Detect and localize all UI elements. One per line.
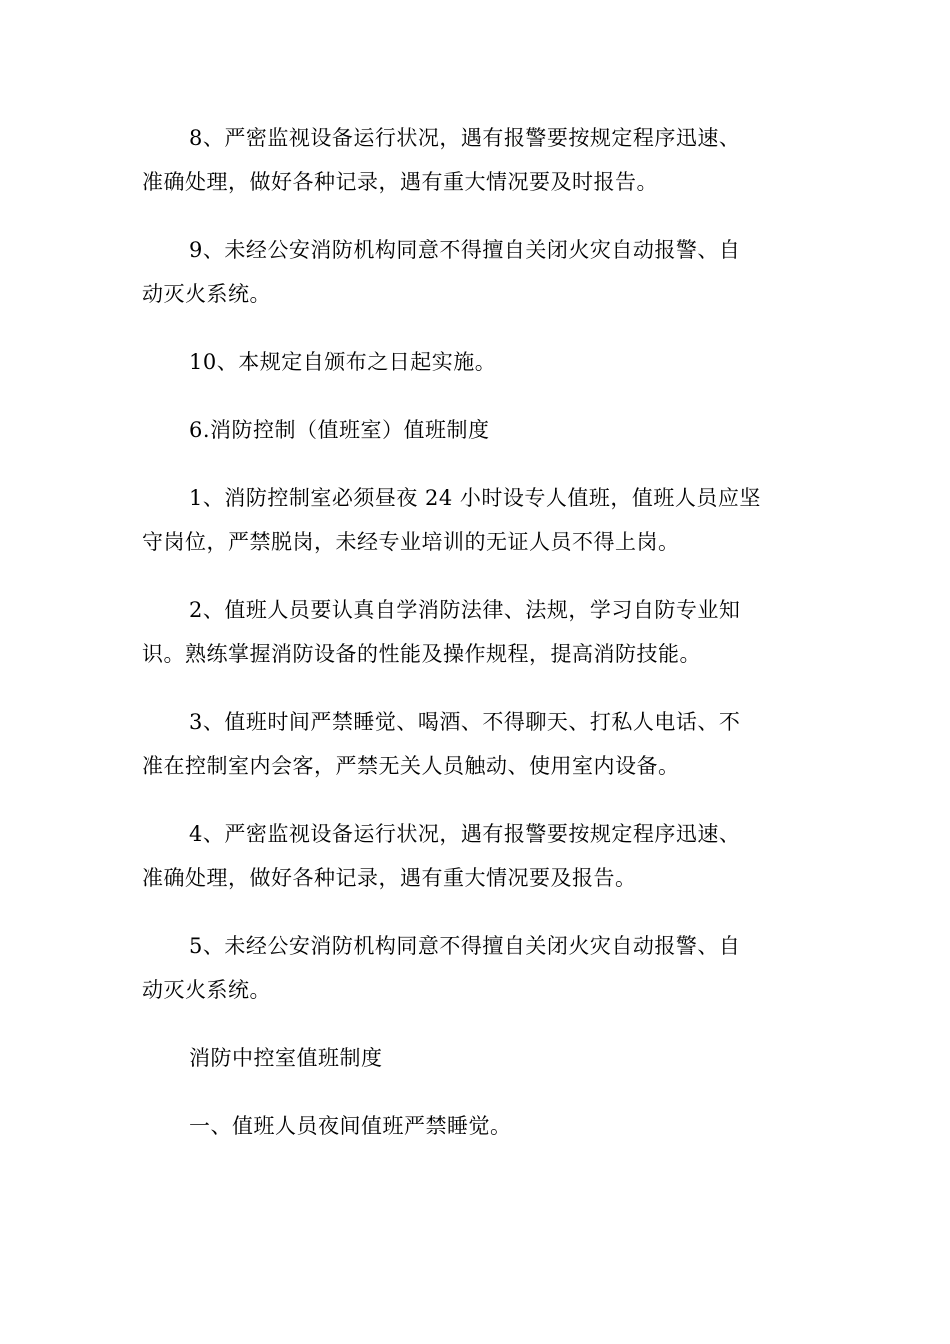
text-line: 1、消防控制室必须昼夜 24 小时设专人值班，值班人员应坚	[189, 486, 761, 510]
text-line: 守岗位，严禁脱岗，未经专业培训的无证人员不得上岗。	[142, 530, 680, 554]
paragraph-rule-5	[142, 924, 806, 1012]
paragraph-rule-3	[142, 700, 806, 788]
text-line: 准确处理，做好各种记录，遇有重大情况要及报告。	[142, 866, 637, 890]
section-title: 消防中控室值班制度	[189, 1046, 383, 1070]
text-line: 准在控制室内会客，严禁无关人员触动、使用室内设备。	[142, 754, 680, 778]
section-heading-central-control-duty	[142, 1036, 806, 1080]
text-line: 5、未经公安消防机构同意不得擅自关闭火灾自动报警、自	[189, 934, 741, 958]
text-line: 一、值班人员夜间值班严禁睡觉。	[189, 1114, 512, 1138]
text-line: 4、严密监视设备运行状况，遇有报警要按规定程序迅速、	[189, 822, 741, 846]
section-heading-control-room-duty	[142, 408, 806, 452]
text-line: 8、严密监视设备运行状况，遇有报警要按规定程序迅速、	[189, 126, 741, 150]
document-body	[142, 116, 806, 1172]
paragraph-item-9	[142, 228, 806, 316]
paragraph-rule-one	[142, 1104, 806, 1148]
text-line: 9、未经公安消防机构同意不得擅自关闭火灾自动报警、自	[189, 238, 741, 262]
paragraph-rule-4	[142, 812, 806, 900]
text-line: 识。熟练掌握消防设备的性能及操作规程，提高消防技能。	[142, 642, 701, 666]
text-line: 10、本规定自颁布之日起实施。	[189, 350, 497, 374]
section-title: 6.消防控制（值班室）值班制度	[189, 418, 490, 442]
text-line: 2、值班人员要认真自学消防法律、法规，学习自防专业知	[189, 598, 741, 622]
text-line: 动灭火系统。	[142, 282, 271, 306]
paragraph-item-8	[142, 116, 806, 204]
paragraph-rule-1	[142, 476, 806, 564]
paragraph-rule-2	[142, 588, 806, 676]
text-line: 3、值班时间严禁睡觉、喝酒、不得聊天、打私人电话、不	[189, 710, 741, 734]
paragraph-item-10	[142, 340, 806, 384]
text-line: 准确处理，做好各种记录，遇有重大情况要及时报告。	[142, 170, 658, 194]
text-line: 动灭火系统。	[142, 978, 271, 1002]
